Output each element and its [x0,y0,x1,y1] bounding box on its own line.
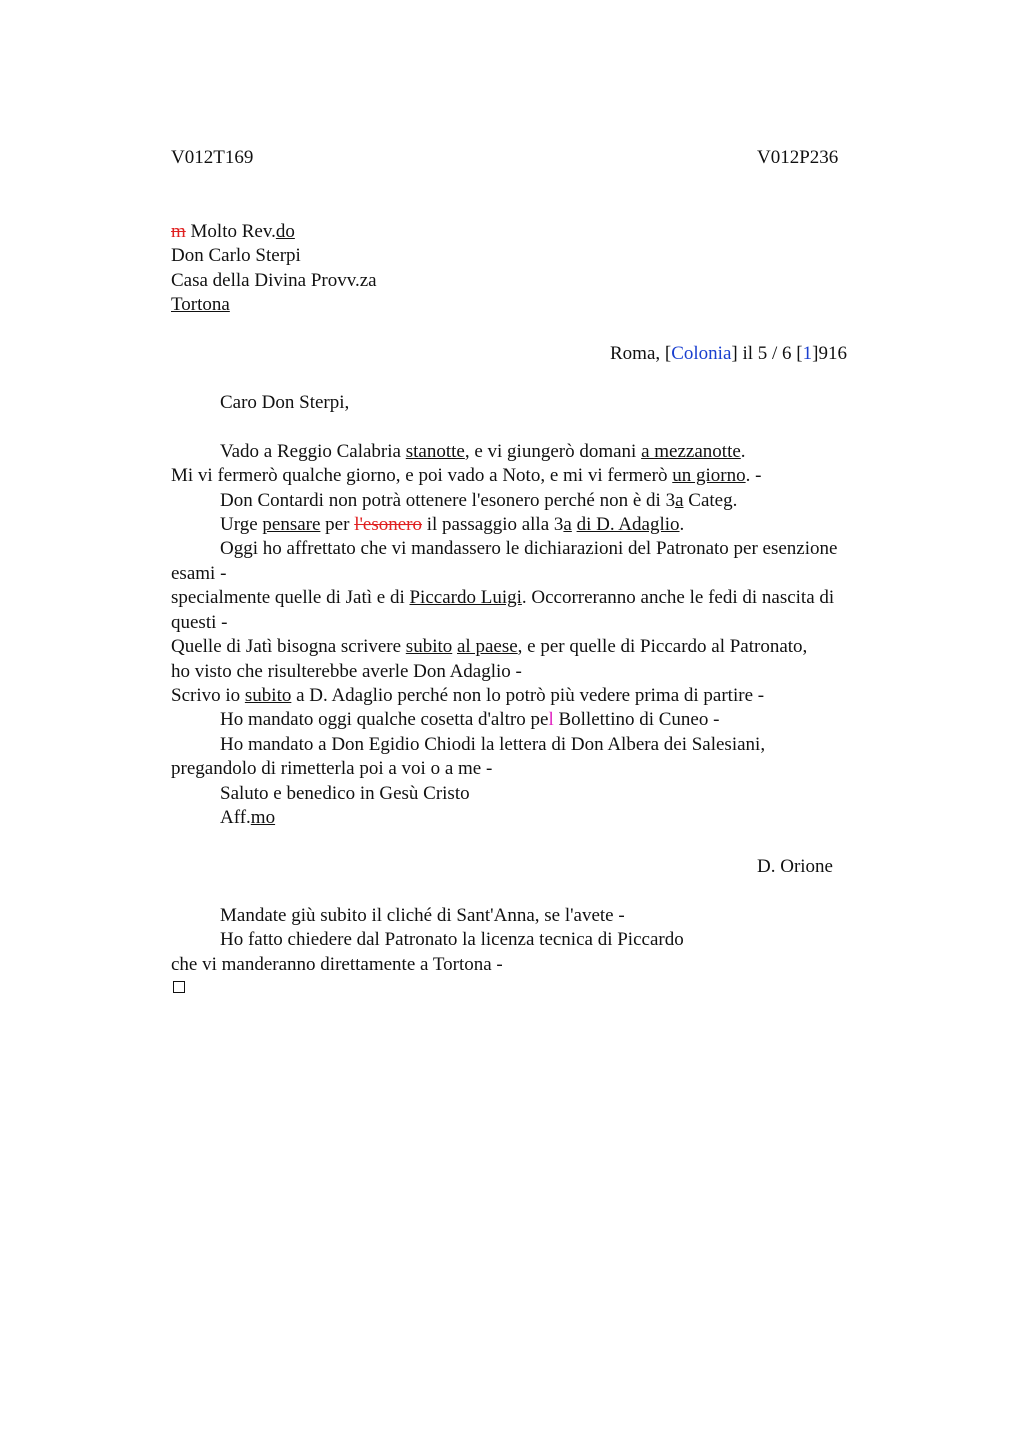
address-city: Tortona [171,294,230,315]
text-run: Quelle di Jatì bisogna scrivere [171,636,406,657]
document-code-left: V012T169 [171,147,254,168]
underlined-run: a mezzanotte [641,441,741,462]
underlined-run: al paese [457,636,518,657]
text-run: Categ. [683,490,738,511]
closing-suffix: mo [250,807,276,828]
text-run: Vado a Reggio Calabria [220,441,406,462]
text-run: il passaggio alla 3 [421,514,564,535]
body-line-15: Saluto e benedico in Gesù Cristo [220,783,470,804]
signature: D. Orione [757,856,833,877]
address-line-3: Casa della Divina Provv.za [171,270,377,291]
body-line-6: esami - [171,563,227,584]
body-line-10: ho visto che risulterebbe averle Don Adaglio - [171,661,522,682]
text-run: Don Contardi non potrà ottenere l'esonero perché non è di 3 [220,490,676,511]
ordinal-superscript: a [563,514,572,535]
closing-text: Aff. [220,807,251,828]
text-run: . Occorreranno anche le fedi di nascita di [521,587,835,608]
salutation: Caro Don Sterpi, [220,392,350,413]
address-honorific: Molto Rev. [190,221,276,242]
underlined-run: Piccardo Luigi [409,587,522,608]
body-line-8: questi - [171,612,228,633]
underlined-run: di D. Adaglio [576,514,680,535]
body-line-7 [171,586,834,610]
underlined-run: pensare [262,514,321,535]
struck-run: l'esonero [354,514,422,535]
dateline-place: Colonia [671,343,732,364]
text-run: . [679,514,685,535]
text-run: Ho mandato oggi qualche cosetta d'altro pe [220,709,549,730]
body-line-13: Ho mandato a Don Egidio Chiodi la lettera di Don Albera dei Salesiani, [220,734,766,755]
dateline-suffix: ]916 [812,343,847,364]
postscript-line-3: che vi manderanno direttamente a Tortona - [171,954,503,975]
text-run: a D. Adaglio perché non lo potrò più vedere prima di partire - [291,685,765,706]
ordinal-superscript: a [675,490,684,511]
address-honorific-suffix: do [275,221,295,242]
body-line-4 [220,513,684,537]
body-line-2 [171,464,761,488]
end-marker-box [173,981,185,993]
address-line-2: Don Carlo Sterpi [171,245,301,266]
text-run: Scrivo io [171,685,245,706]
postscript-line-2: Ho fatto chiedere dal Patronato la licenza tecnica di Piccardo [220,929,684,950]
text-run: per [320,514,355,535]
body-line-5: Oggi ho affrettato che vi mandassero le dichiarazioni del Patronato per esenzione [220,538,838,559]
inserted-letter: l [548,709,554,730]
body-line-9 [171,635,807,659]
body-line-11 [171,684,764,708]
text-run: Bollettino di Cuneo - [553,709,720,730]
body-line-12 [220,708,719,732]
struck-letter: m [171,221,186,242]
text-run: Mi vi fermerò qualche giorno, e poi vado a Noto, e mi vi fermerò [171,465,673,486]
underlined-run: subito [405,636,453,657]
text-run: . [740,441,746,462]
document-code-right: V012P236 [757,147,839,168]
body-line-1 [220,440,746,464]
text-run: , e vi giungerò domani [464,441,642,462]
closing [220,806,275,830]
dateline-digit: 1 [802,343,813,364]
postscript-line-1: Mandate giù subito il cliché di Sant'Anna, se l'avete - [220,905,625,926]
body-line-3 [220,489,737,513]
dateline-prefix: Roma, [ [610,343,672,364]
underlined-run: stanotte [405,441,465,462]
text-run: Urge [220,514,263,535]
text-run: specialmente quelle di Jatì e di [171,587,410,608]
text-run: . - [745,465,762,486]
address-line-1 [171,220,295,244]
body-line-14: pregandolo di rimetterla poi a voi o a me - [171,758,493,779]
dateline-middle: ] il 5 / 6 [ [731,343,803,364]
underlined-run: subito [244,685,292,706]
dateline [610,342,847,366]
text-run: , e per quelle di Piccardo al Patronato, [517,636,808,657]
underlined-run: un giorno [672,465,746,486]
